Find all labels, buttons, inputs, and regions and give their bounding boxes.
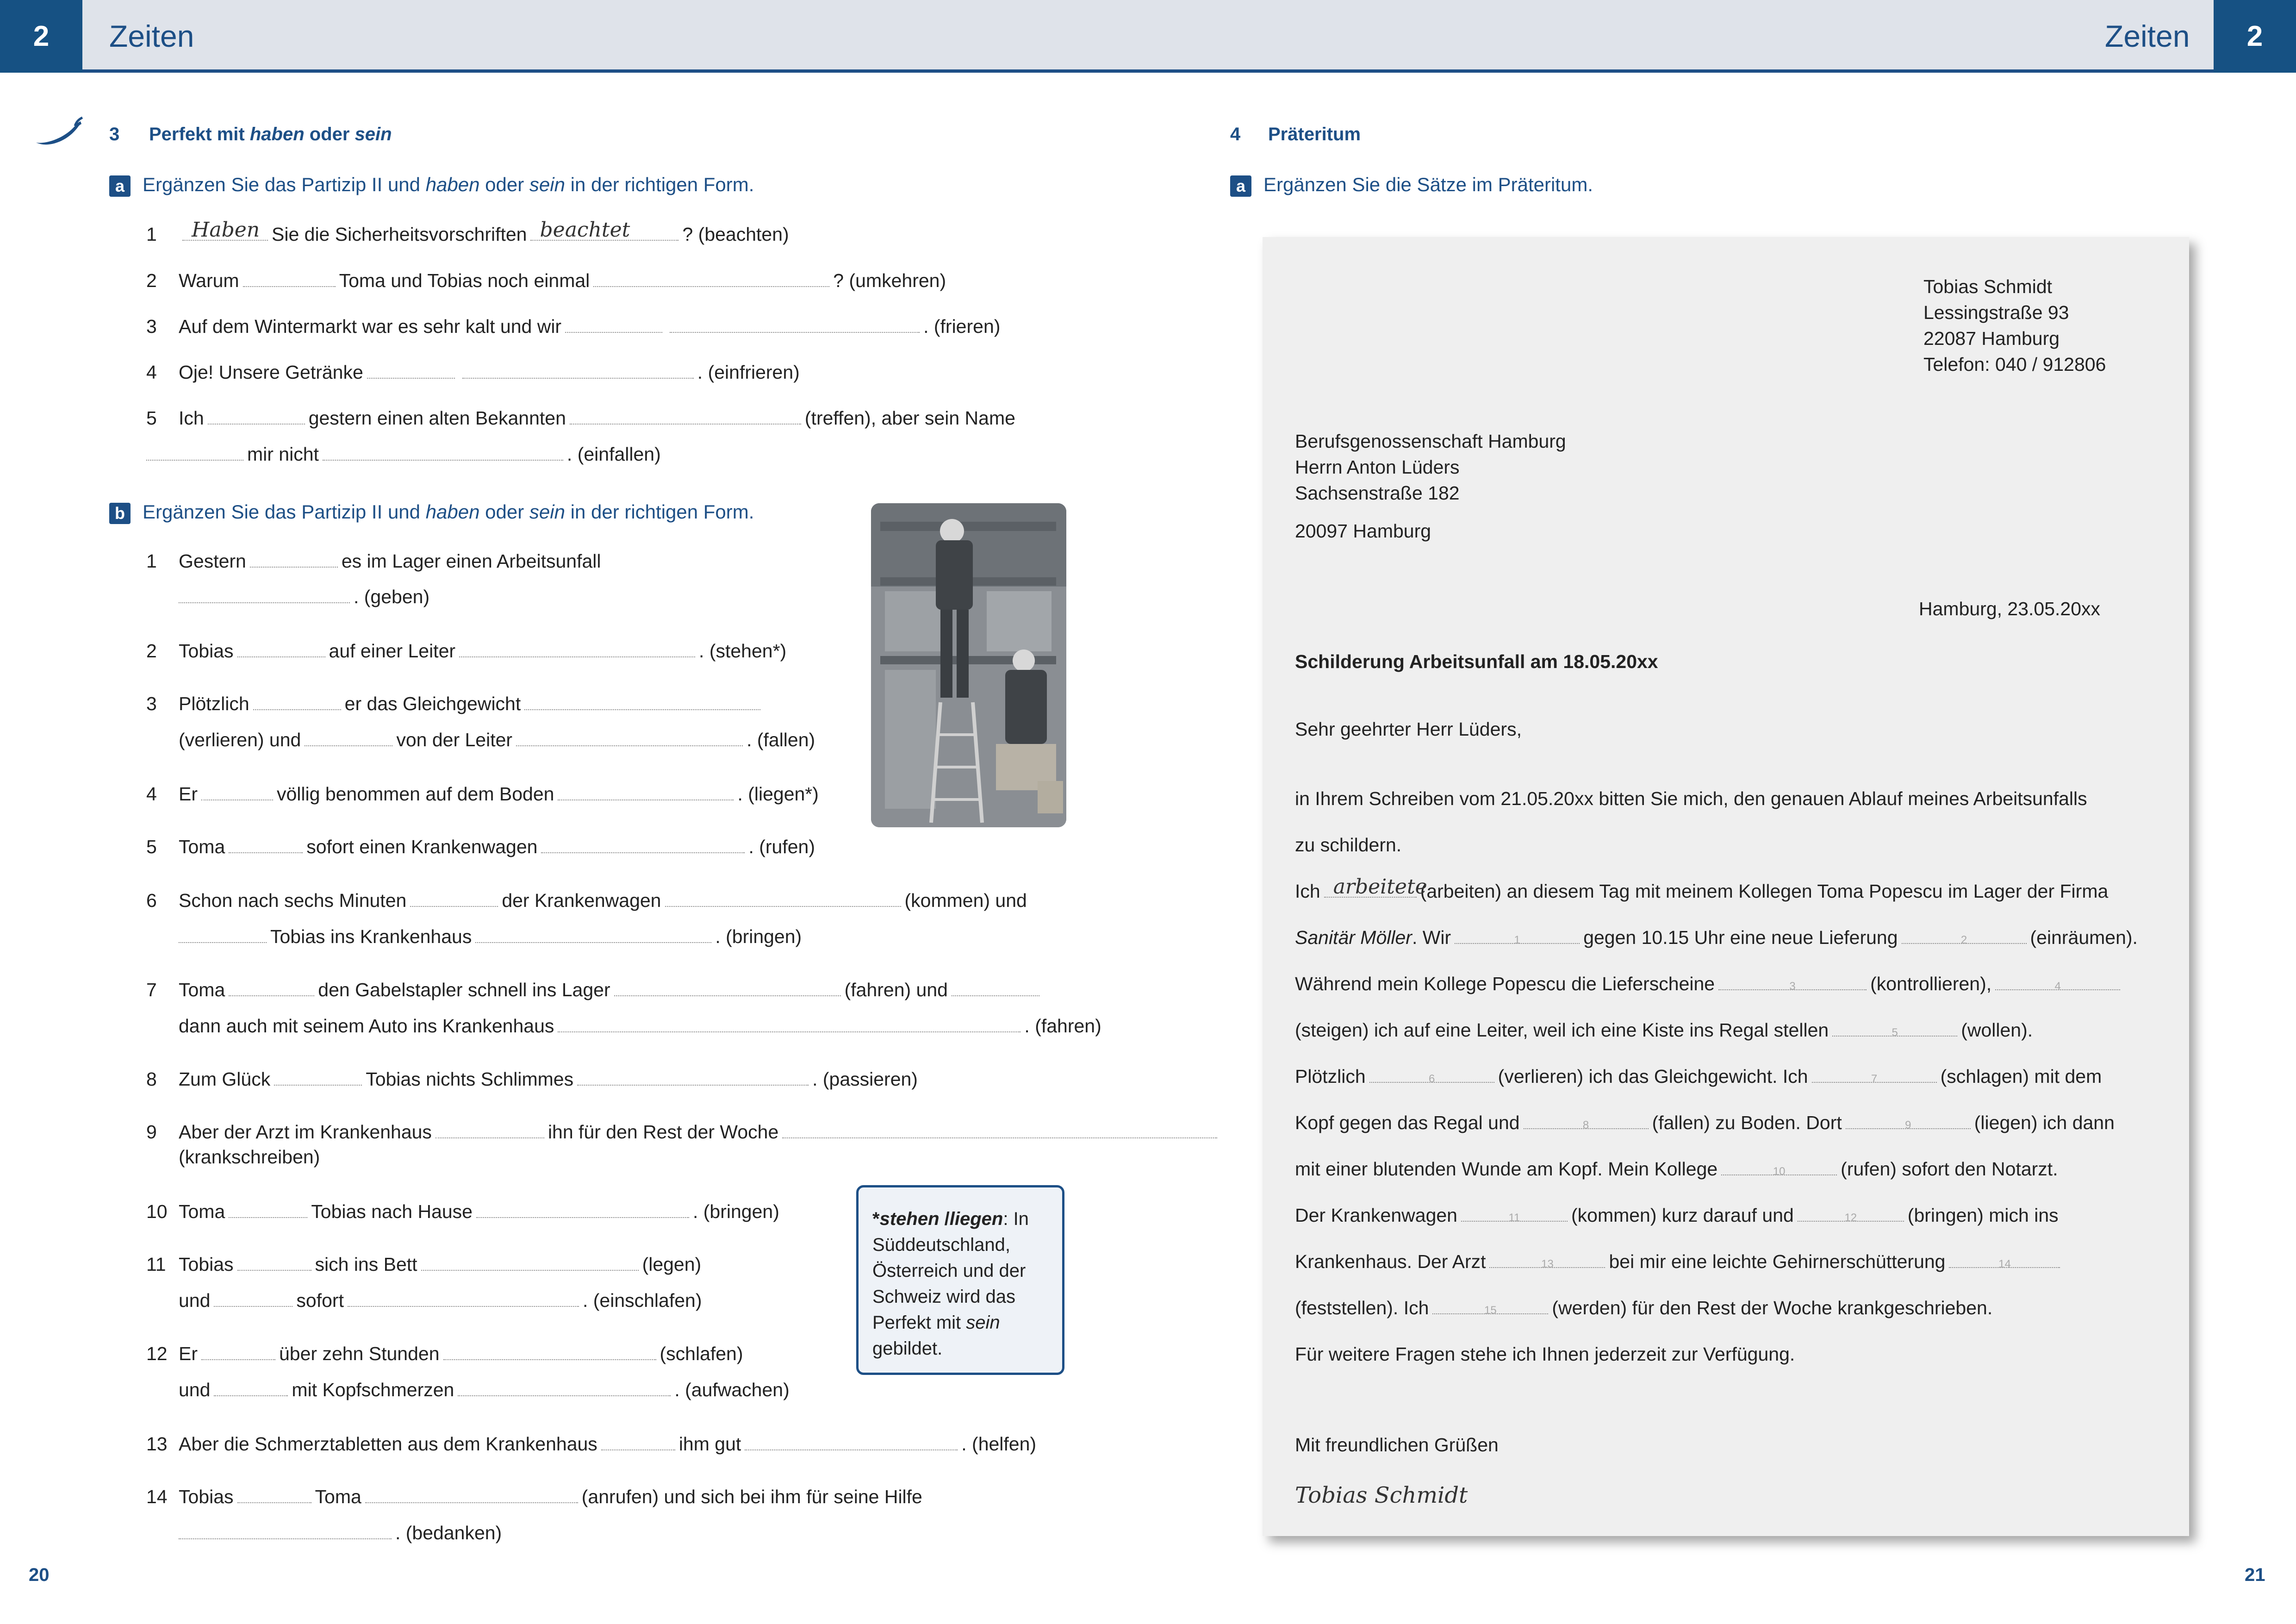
exercise-item: 8 Zum Glück Tobias nichts Schlimmes . (passieren) [146,1068,918,1090]
exercise-item: 7 Toma den Gabelstapler schnell ins Lager (fahren) und [146,979,1043,1001]
answer-blank[interactable] [348,1291,579,1307]
sender-phone: Telefon: 040 / 912806 [1923,354,2106,375]
answer-blank[interactable]: 4 [1995,974,2120,990]
letter-line: Während mein Kollege Popescu die Lieferscheine 3 (kontrollieren), 4 [1295,973,2124,995]
letter-date: Hamburg, 23.05.20xx [1919,598,2101,619]
answer-blank[interactable] [593,271,829,287]
answer-blank[interactable] [253,694,341,710]
answer-blank[interactable]: 14 [1949,1252,2060,1268]
chapter-number-right: 2 [2214,0,2296,73]
answer-blank[interactable] [274,1070,362,1086]
answer-blank[interactable]: beachtet [530,225,678,241]
answer-blank[interactable] [565,317,662,333]
letter-line: Ich arbeitete (arbeiten) an diesem Tag mit meinem Kollegen Toma Popescu im Lager der Firma [1295,875,2109,902]
answer-blank[interactable]: 6 [1369,1067,1494,1083]
exercise-3b-instruction: b Ergänzen Sie das Partizip II und haben oder sein in der richtigen Form. [109,501,754,524]
answer-blank[interactable] [201,1344,275,1360]
answer-blank[interactable] [782,1123,1217,1138]
letter-line: zu schildern. [1295,834,1402,856]
chapter-title-left: Zeiten [109,19,194,53]
answer-blank[interactable]: 7 [1812,1067,1937,1083]
letter-line: Plötzlich 6 (verlieren) ich das Gleichgewicht. Ich 7 (schlagen) mit dem [1295,1066,2102,1087]
answer-blank[interactable] [952,981,1039,996]
exercise-item-continued: und mit Kopfschmerzen . (aufwachen) [179,1379,790,1400]
answer-blank[interactable] [570,409,801,425]
answer-blank[interactable]: 5 [1832,1021,1957,1037]
answer-blank[interactable] [462,363,694,379]
answer-blank[interactable] [745,1435,958,1450]
answer-blank[interactable] [146,445,243,461]
recipient-street: Sachsenstraße 182 [1295,482,1460,504]
sender-city: 22087 Hamburg [1923,328,2060,349]
answer-blank[interactable] [601,1435,675,1450]
exercise-item: 10 Toma Tobias nach Hause . (bringen) [146,1201,779,1222]
answer-blank[interactable] [323,445,563,461]
chili-pepper-icon [32,116,83,148]
letter-line: Für weitere Fragen stehe ich Ihnen jederzeit zur Verfügung. [1295,1343,1795,1365]
page-header [0,0,2296,73]
answer-blank[interactable] [475,927,711,943]
exercise-item: 1 Gestern es im Lager einen Arbeitsunfall [146,550,601,572]
exercise-badge-a: a [1230,175,1251,197]
answer-blank[interactable] [367,363,455,379]
exercise-item-continued: mir nicht . (einfallen) [146,443,661,465]
answer-blank[interactable] [365,1487,578,1503]
answer-blank[interactable] [436,1123,544,1138]
letter-line: (feststellen). Ich 15 (werden) für den Rest der Woche krankgeschrieben. [1295,1297,1993,1318]
answer-blank[interactable] [229,981,314,996]
answer-blank[interactable] [541,837,745,853]
letter-salutation: Sehr geehrter Herr Lüders, [1295,718,1522,740]
answer-blank[interactable] [410,891,498,907]
sender-street: Lessingstraße 93 [1923,302,2069,323]
answer-blank[interactable]: 13 [1489,1252,1605,1268]
letter-signature: Tobias Schmidt [1295,1482,1468,1508]
letter-line: Krankenhaus. Der Arzt 13 bei mir eine leichte Gehirnerschütterung 14 [1295,1251,2064,1273]
exercise-item: 3 Plötzlich er das Gleichgewicht [146,693,764,715]
answer-blank[interactable] [243,271,336,287]
exercise-item: 3 Auf dem Wintermarkt war es sehr kalt und wir . (frieren) [146,316,1001,337]
exercise-item-continued: . (bedanken) [179,1522,502,1544]
answer-blank[interactable] [179,927,267,943]
answer-blank[interactable] [237,1487,311,1503]
exercise-item: 6 Schon nach sechs Minuten der Krankenwagen (kommen) und [146,890,1027,911]
letter-closing: Mit freundlichen Grüßen [1295,1434,1499,1455]
answer-blank[interactable]: 3 [1718,974,1867,990]
answer-blank[interactable] [229,1202,307,1218]
answer-blank[interactable] [208,409,305,425]
exercise-item: 4 Er völlig benommen auf dem Boden . (liegen*) [146,783,819,805]
answer-blank[interactable]: 12 [1798,1206,1904,1222]
exercise-badge-a: a [109,175,131,197]
answer-blank[interactable] [201,785,273,800]
answer-blank[interactable]: 1 [1455,928,1580,944]
section-number: 3 [109,124,120,144]
answer-blank[interactable]: 11 [1461,1206,1568,1222]
exercise-item-continued: und sofort . (einschlafen) [179,1290,702,1311]
answer-blank[interactable] [476,1202,689,1218]
answer-blank[interactable] [250,552,338,568]
answer-blank[interactable] [421,1255,639,1271]
chapter-number-left: 2 [0,0,82,73]
answer-blank[interactable] [305,731,392,746]
exercise-item: 5 Ich gestern einen alten Bekannten (treffen), aber sein Name [146,407,1015,429]
letter-line: (steigen) ich auf eine Leiter, weil ich eine Kiste ins Regal stellen 5 (wollen). [1295,1019,2033,1041]
answer-blank[interactable]: Haben [182,225,268,241]
exercise-item: 11 Tobias sich ins Bett (legen) [146,1254,702,1275]
answer-blank[interactable]: 2 [1902,928,2027,944]
recipient-person: Herrn Anton Lüders [1295,456,1460,478]
answer-blank[interactable] [614,981,841,996]
exercise-item-continued: (krankschreiben) [179,1146,320,1168]
recipient-city: 20097 Hamburg [1295,520,1431,542]
answer-blank[interactable] [459,642,695,657]
letter-line: Sanitär Möller. Wir 1 gegen 10.15 Uhr eine neue Lieferung 2 (einräumen). [1295,927,2138,948]
answer-blank[interactable] [214,1291,292,1307]
answer-blank[interactable] [577,1070,809,1086]
answer-blank[interactable] [670,317,920,333]
answer-blank[interactable] [179,1524,392,1539]
answer-blank[interactable] [237,1255,311,1271]
answer-blank[interactable] [665,891,901,907]
warehouse-accident-photo [871,503,1066,827]
exercise-item-continued: (verlieren) und von der Leiter . (fallen) [179,729,815,750]
answer-blank[interactable] [179,587,350,603]
answer-blank[interactable]: arbeitete [1324,882,1417,898]
exercise-item: 1 Haben Sie die Sicherheitsvorschriften beachtet ? (beachten) [146,218,789,245]
recipient-org: Berufsgenossenschaft Hamburg [1295,431,1566,452]
exercise-3a-instruction: a Ergänzen Sie das Partizip II und haben oder sein in der richtigen Form. [109,174,754,197]
exercise-item-continued: dann auch mit seinem Auto ins Krankenhaus . (fahren) [179,1015,1101,1037]
exercise-item: 12 Er über zehn Stunden (schlafen) [146,1343,743,1364]
section-3-heading: 3 Perfekt mit haben oder sein [109,124,392,144]
chapter-title-right: Zeiten [2105,19,2190,53]
answer-blank[interactable]: 10 [1721,1160,1837,1175]
answer-blank[interactable]: 9 [1846,1113,1971,1129]
answer-blank[interactable] [214,1380,288,1396]
exercise-item: 2 Warum Toma und Tobias noch einmal ? (umkehren) [146,270,946,291]
page-number-right: 21 [2245,1565,2265,1585]
sender-name: Tobias Schmidt [1923,276,2053,297]
letter-subject: Schilderung Arbeitsunfall am 18.05.20xx [1295,651,1658,672]
exercise-item: 2 Tobias auf einer Leiter . (stehen*) [146,640,787,662]
letter-sheet [1263,237,2189,1536]
letter-line: mit einer blutenden Wunde am Kopf. Mein Kollege 10 (rufen) sofort den Notarzt. [1295,1158,2058,1180]
page-number-left: 20 [29,1565,50,1585]
answer-blank[interactable] [237,642,325,657]
exercise-badge-b: b [109,503,131,524]
section-number: 4 [1230,124,1241,144]
grammar-note-box: *stehen /liegen: In Süddeutschland, Österreich und der Schweiz wird das Perfekt mit sein gebildet. [856,1185,1064,1375]
exercise-item-continued: . (geben) [179,586,429,608]
exercise-item-continued: Tobias ins Krankenhaus . (bringen) [179,926,802,948]
answer-blank[interactable] [458,1380,671,1396]
answer-blank[interactable]: 15 [1432,1299,1548,1314]
answer-blank[interactable] [443,1344,656,1360]
exercise-item: 5 Toma sofort einen Krankenwagen . (rufen) [146,836,815,857]
letter-line: Kopf gegen das Regal und 8 (fallen) zu Boden. Dort 9 (liegen) ich dann [1295,1112,2115,1133]
answer-blank[interactable] [558,1017,1020,1032]
letter-line: in Ihrem Schreiben vom 21.05.20xx bitten Sie mich, den genauen Ablauf meines Arbeitsunfalls [1295,788,2087,809]
exercise-item: 13 Aber die Schmerztabletten aus dem Krankenhaus ihm gut . (helfen) [146,1433,1037,1455]
answer-blank[interactable] [229,837,303,853]
answer-blank[interactable] [524,694,760,710]
answer-blank[interactable]: 8 [1524,1113,1649,1129]
section-4-heading: 4 Präteritum [1230,124,1361,144]
exercise-4a-instruction: a Ergänzen Sie die Sätze im Präteritum. [1230,174,1593,197]
answer-blank[interactable] [558,785,734,800]
letter-line: Der Krankenwagen 11 (kommen) kurz darauf und 12 (bringen) mich ins [1295,1205,2059,1226]
exercise-item: 4 Oje! Unsere Getränke . (einfrieren) [146,362,800,383]
exercise-item: 14 Tobias Toma (anrufen) und sich bei ihm für seine Hilfe [146,1486,922,1507]
exercise-item: 9 Aber der Arzt im Krankenhaus ihn für den Rest der Woche [146,1121,1221,1143]
answer-blank[interactable] [516,731,743,746]
